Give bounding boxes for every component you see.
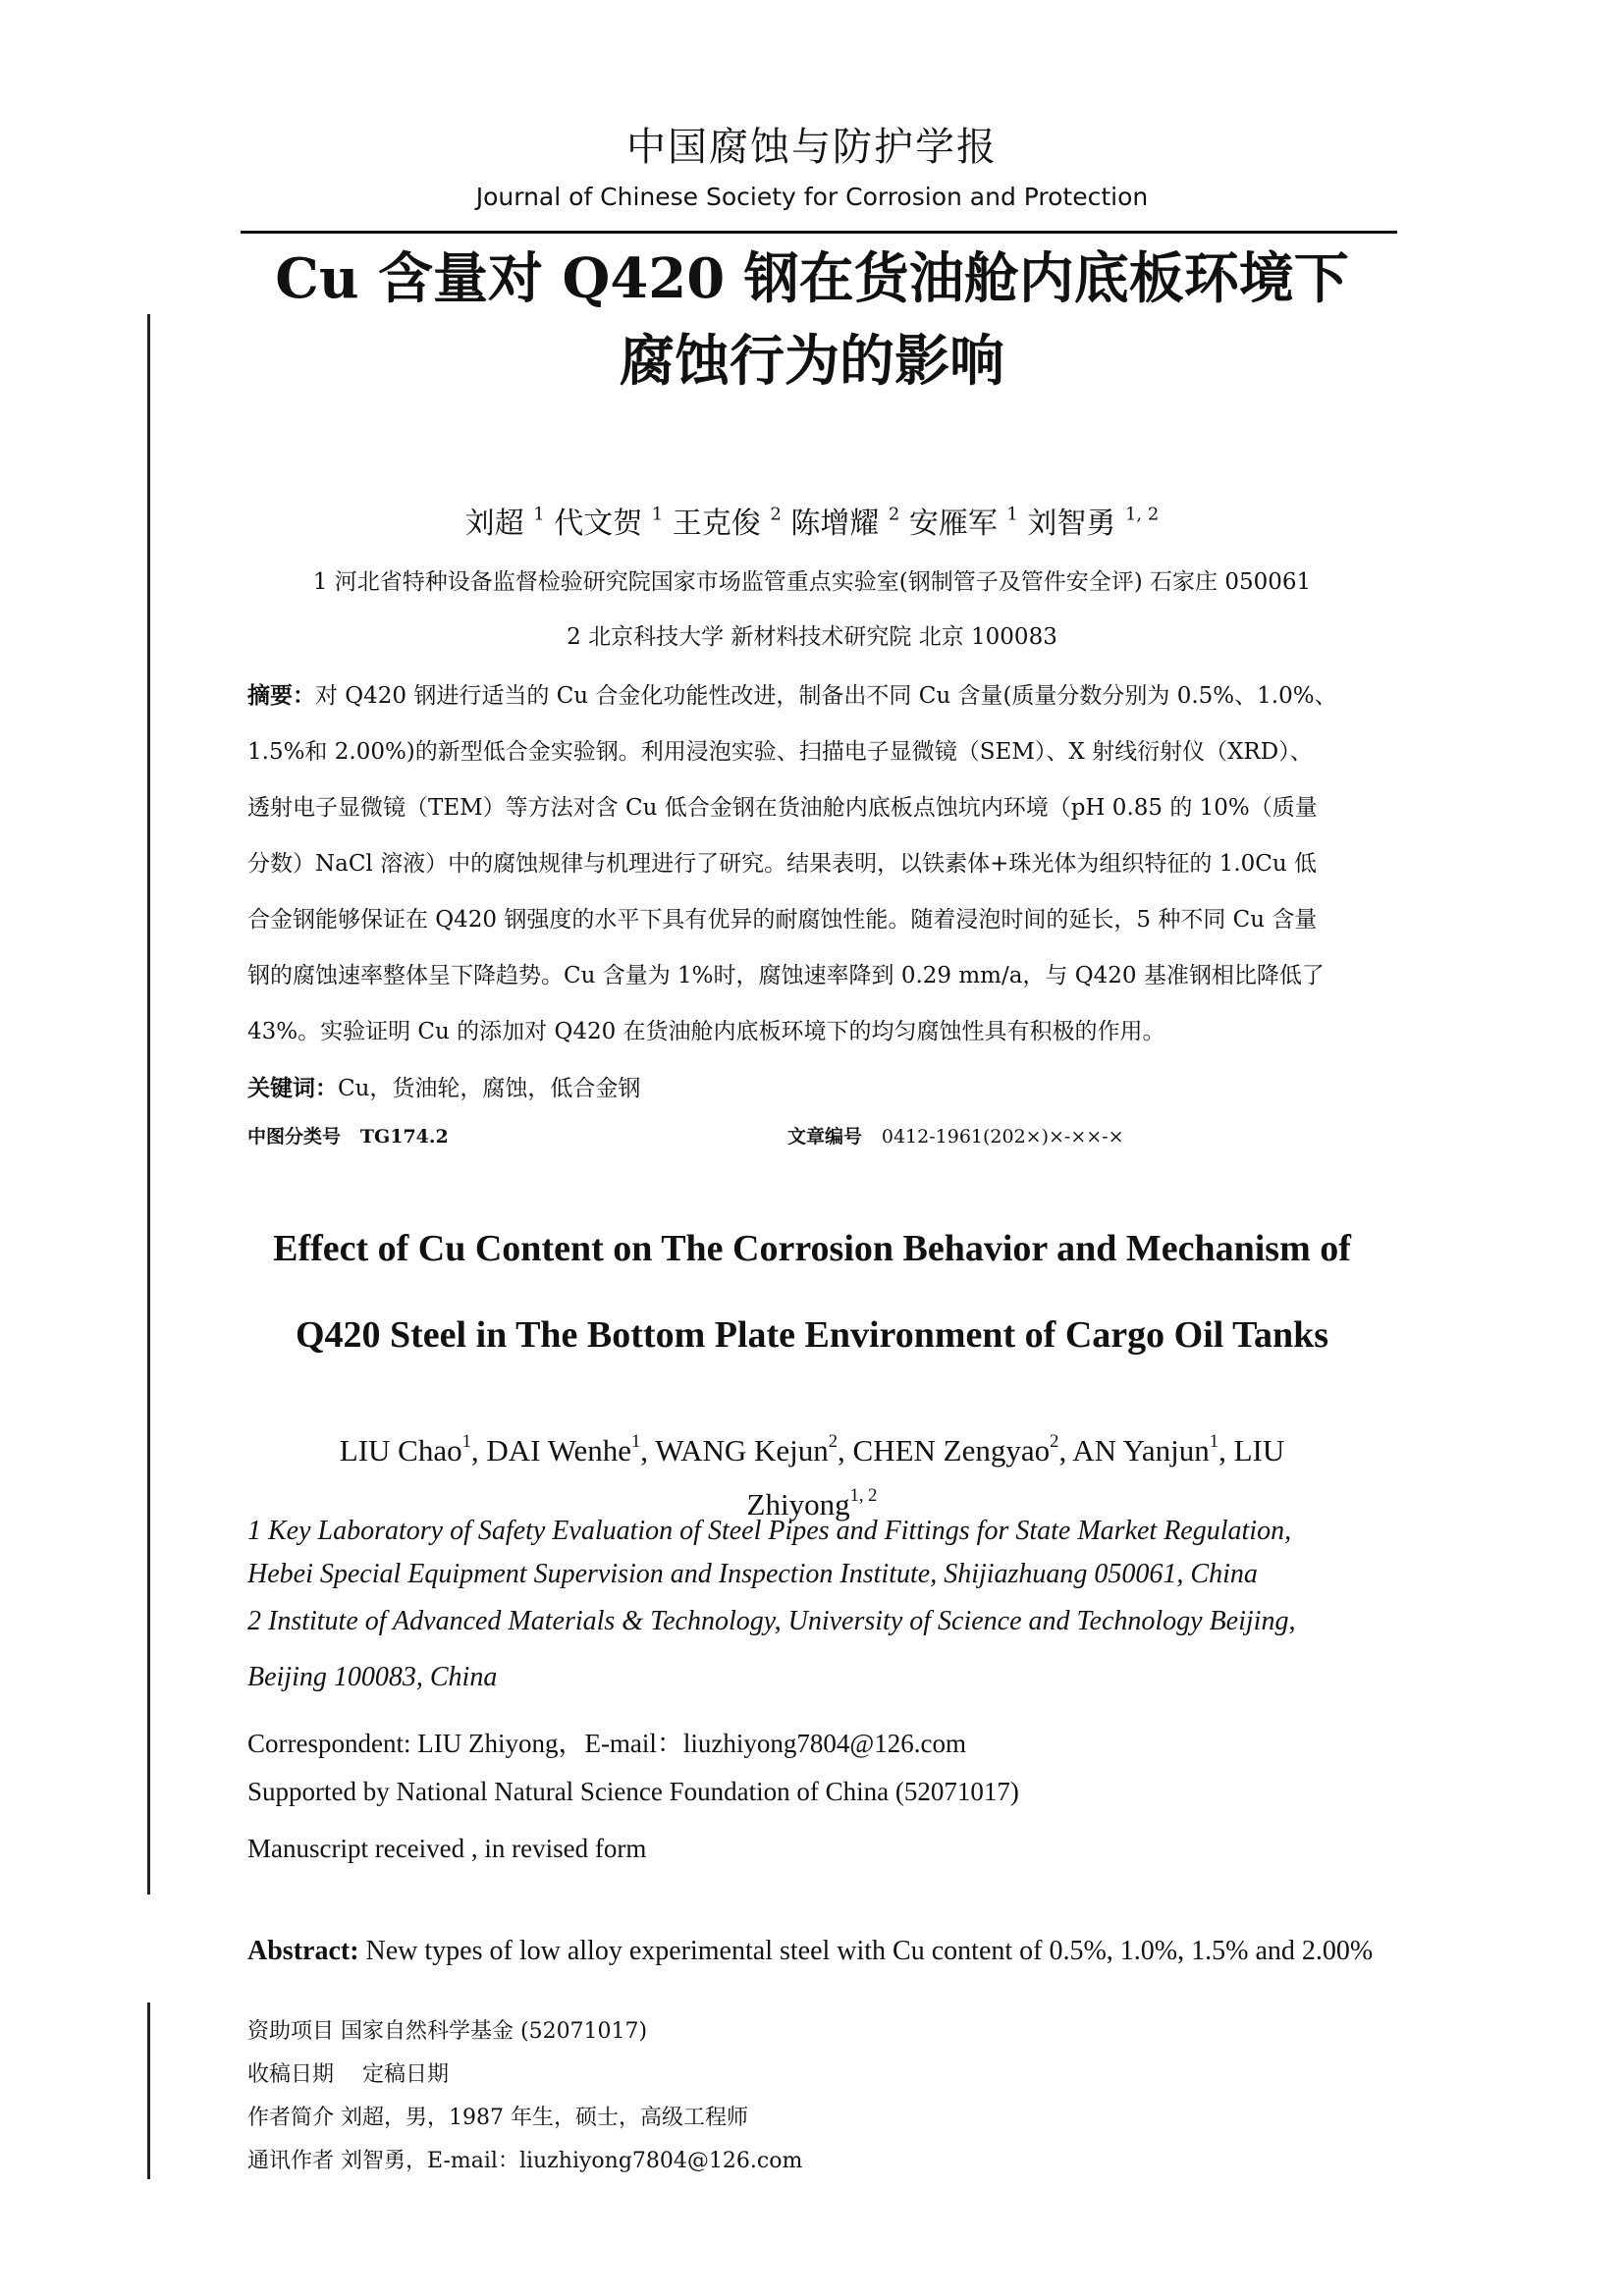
affiliation-cn-1: 1 河北省特种设备监督检验研究院国家市场监管重点实验室(钢制管子及管件安全评) 石家庄 050061: [312, 569, 1312, 595]
abstract-cn-line: 合金钢能够保证在 Q420 钢强度的水平下具有优异的耐腐蚀性能。随着浸泡时间的延长，5 种不同 Cu 含量: [247, 907, 1318, 933]
article-number: 文章编号 0412-1961(202×)×-××-×: [787, 1126, 1124, 1148]
authors-cn: [0, 499, 1624, 542]
author-en: WANG Kejun$^2$,: [655, 1431, 853, 1468]
paper-title-en-line-1: Effect of Cu Content on The Corrosion Behavior and Mechanism of: [273, 1228, 1351, 1269]
journal-title-en: Journal of Chinese Society for Corrosion and Protection: [475, 183, 1149, 211]
author-en: CHEN Zengyao$^2$,: [852, 1431, 1073, 1468]
abstract-cn-line: 分数）NaCl 溶液）中的腐蚀规律与机理进行了研究。结果表明，以铁素体+珠光体为组织特征的 1.0Cu 低: [247, 851, 1317, 877]
clc-number: 中图分类号 TG174.2: [247, 1126, 449, 1148]
authors-en-line-1: [0, 1419, 1624, 1473]
author-en: DAI Wenhe$^1$,: [486, 1431, 656, 1468]
keywords-cn: 关键词：Cu，货油轮，腐蚀，低合金钢: [247, 1075, 641, 1101]
manuscript-dates: Manuscript received , in revised form: [247, 1834, 647, 1863]
footnote-dates: 收稿日期 定稿日期: [247, 2062, 449, 2087]
author-cn: 安雁军 $^1$: [908, 504, 1018, 541]
abstract-cn-line: 摘要：对 Q420 钢进行适当的 Cu 合金化功能性改进，制备出不同 Cu 含量(质量分数分别为 0.5%、1.0%、: [247, 682, 1337, 709]
author-cn: 陈增耀 $^2$: [790, 504, 900, 541]
author-cn: 刘超 $^1$: [464, 504, 545, 541]
abstract-en-label: Abstract:: [247, 1936, 359, 1966]
affiliation-en-1: 1 Key Laboratory of Safety Evaluation of Steel Pipes and Fittings for State Market Regulation, Hebei Special Equipment Supervision and Inspection Institute, Shijiazhuang 050061, China: [247, 1516, 1292, 1589]
correspondent: Correspondent: LIU Zhiyong，E-mail：liuzhiyong7804@126.com: [247, 1729, 967, 1758]
author-cn: 代文贺 $^1$: [554, 504, 664, 541]
abstract-cn-label: 摘要：: [247, 682, 315, 709]
footnote-funding: 资助项目 国家自然科学基金 (52071017): [247, 2019, 648, 2044]
margin-bar: [147, 2002, 150, 2179]
journal-title-cn: 中国腐蚀与防护学报: [626, 125, 998, 170]
authors-en-line-2: Zhiyong$^{1, 2}$: [746, 1484, 878, 1522]
footnote-correspondent: 通讯作者 刘智勇，E-mail：liuzhiyong7804@126.com: [247, 2149, 803, 2173]
abstract-cn-line: 1.5%和 2.00%)的新型低合金实验钢。利用浸泡实验、扫描电子显微镜（SEM）、X 射线衍射仪（XRD）、: [247, 739, 1313, 765]
abstract-cn-line: 钢的腐蚀速率整体呈下降趋势。Cu 含量为 1%时，腐蚀速率降到 0.29 mm/a，与 Q420 基准钢相比降低了: [247, 963, 1325, 988]
affiliation-en-2: 2 Institute of Advanced Materials & Technology, University of Science and Technology Beijing, Beijing 100083, China: [247, 1606, 1296, 1692]
funding-statement: Supported by National Natural Science Foundation of China (52071017): [247, 1777, 1019, 1806]
affiliation-cn-2: 2 北京科技大学 新材料技术研究院 北京 100083: [567, 624, 1057, 650]
paper-title-cn-line-2: 腐蚀行为的影响: [620, 329, 1004, 394]
margin-bar: [147, 314, 150, 1895]
author-en: AN Yanjun$^1$, LIU: [1072, 1431, 1285, 1468]
abstract-cn-line: 43%。实验证明 Cu 的添加对 Q420 在货油舱内底板环境下的均匀腐蚀性具有积极的作用。: [247, 1019, 1165, 1044]
abstract-cn: [247, 667, 1394, 1117]
paper-title-en-line-2: Q420 Steel in The Bottom Plate Environment of Cargo Oil Tanks: [295, 1314, 1329, 1356]
author-cn: 刘智勇 $^{1, 2}$: [1027, 504, 1160, 541]
abstract-en: Abstract: New types of low alloy experimental steel with Cu content of 0.5%, 1.0%, 1.5% and 2.00%: [247, 1936, 1374, 1966]
paper-title-cn-line-1: Cu 含量对 Q420 钢在货油舱内底板环境下: [275, 246, 1349, 311]
author-en: LIU Chao$^1$,: [339, 1431, 487, 1468]
footnote-author-bio: 作者简介 刘超，男，1987 年生，硕士，高级工程师: [247, 2106, 748, 2130]
header-rule: [241, 231, 1397, 234]
abstract-cn-line: 透射电子显微镜（TEM）等方法对含 Cu 低合金钢在货油舱内底板点蚀坑内环境（pH 0.85 的 10%（质量: [247, 795, 1318, 821]
author-cn: 王克俊 $^2$: [672, 504, 782, 541]
keywords-cn-label: 关键词：: [247, 1075, 338, 1101]
